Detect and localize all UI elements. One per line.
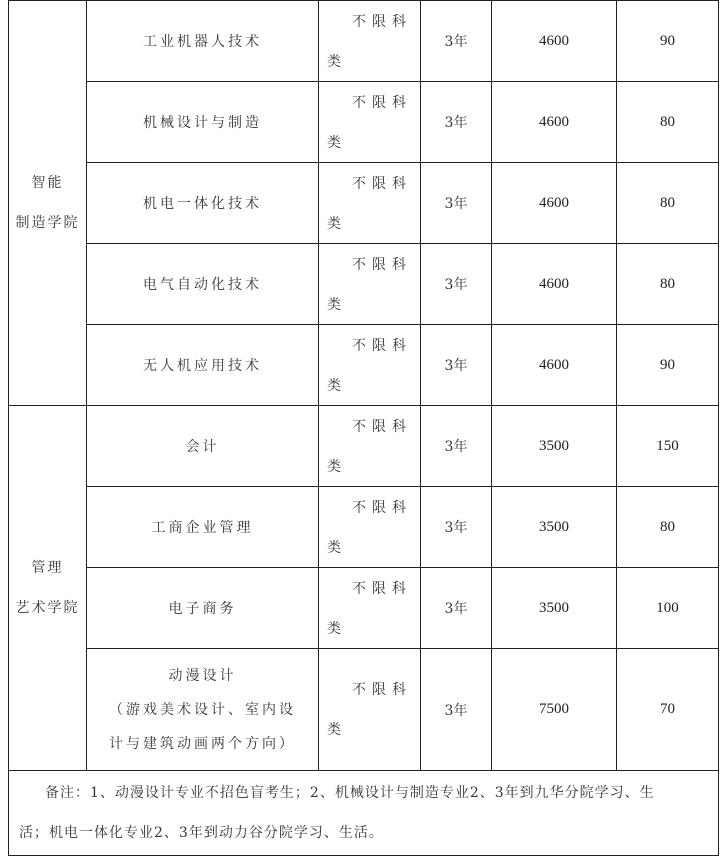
subject-text: 类 <box>327 297 347 313</box>
college-name: 制造学院 <box>15 215 80 231</box>
note-text: 备注：1、动漫设计专业不招色盲考生；2、机械设计与制造专业2、3年到九华分院学习、生 <box>45 785 655 801</box>
quota-cell: 90 <box>617 325 719 406</box>
fee-cell: 3500 <box>492 487 617 568</box>
subject-text: 类 <box>327 135 347 151</box>
years-cell: 3年 <box>421 649 492 771</box>
major-direction: 计与建筑动画两个方向） <box>109 735 296 752</box>
table-row <box>9 163 719 244</box>
college-cell <box>9 1 87 406</box>
quota-cell: 80 <box>617 487 719 568</box>
subject-cell <box>319 406 421 487</box>
major-name: 动漫设计 <box>168 667 237 684</box>
subject-text: 不限科 <box>352 176 412 192</box>
quota-cell: 80 <box>617 82 719 163</box>
fee-cell: 4600 <box>492 163 617 244</box>
quota-cell: 150 <box>617 406 719 487</box>
subject-cell <box>319 1 421 82</box>
college-name: 智能 <box>31 175 64 191</box>
quota-cell: 70 <box>617 649 719 771</box>
fee-cell: 4600 <box>492 1 617 82</box>
subject-text: 类 <box>327 621 347 637</box>
subject-text: 类 <box>327 459 347 475</box>
subject-text: 不限科 <box>352 500 412 516</box>
years-cell: 3年 <box>421 406 492 487</box>
enrollment-table <box>8 0 719 856</box>
college-name: 管理 <box>31 560 64 576</box>
fee-cell: 4600 <box>492 325 617 406</box>
subject-text: 不限科 <box>352 257 412 273</box>
subject-text: 类 <box>327 54 347 70</box>
fee-cell: 4600 <box>492 244 617 325</box>
subject-cell <box>319 325 421 406</box>
table-row <box>9 568 719 649</box>
table-row <box>9 82 719 163</box>
major-cell: 电气自动化技术 <box>87 244 319 325</box>
subject-text: 不限科 <box>352 419 412 435</box>
table-row <box>9 649 719 771</box>
subject-text: 类 <box>327 378 347 394</box>
major-cell: 工业机器人技术 <box>87 1 319 82</box>
note-cell <box>9 771 719 856</box>
major-cell: 电子商务 <box>87 568 319 649</box>
major-cell: 机械设计与制造 <box>87 82 319 163</box>
subject-text: 类 <box>327 540 347 556</box>
years-cell: 3年 <box>421 82 492 163</box>
years-cell: 3年 <box>421 163 492 244</box>
note-text: 活；机电一体化专业2、3年到动力谷分院学习、生活。 <box>19 825 384 841</box>
fee-cell: 4600 <box>492 82 617 163</box>
major-cell <box>87 649 319 771</box>
years-cell: 3年 <box>421 568 492 649</box>
fee-cell: 7500 <box>492 649 617 771</box>
table-row <box>9 406 719 487</box>
fee-cell: 3500 <box>492 406 617 487</box>
fee-cell: 3500 <box>492 568 617 649</box>
subject-cell <box>319 244 421 325</box>
subject-text: 类 <box>327 216 347 232</box>
major-cell: 无人机应用技术 <box>87 325 319 406</box>
note-row <box>9 771 719 856</box>
college-cell <box>9 406 87 771</box>
subject-text: 不限科 <box>352 682 412 698</box>
subject-text: 不限科 <box>352 581 412 597</box>
years-cell: 3年 <box>421 487 492 568</box>
subject-text: 不限科 <box>352 14 412 30</box>
years-cell: 3年 <box>421 325 492 406</box>
major-cell: 工商企业管理 <box>87 487 319 568</box>
subject-cell <box>319 649 421 771</box>
subject-text: 不限科 <box>352 95 412 111</box>
quota-cell: 80 <box>617 163 719 244</box>
college-name: 艺术学院 <box>15 600 80 616</box>
quota-cell: 100 <box>617 568 719 649</box>
quota-cell: 90 <box>617 1 719 82</box>
table-row <box>9 244 719 325</box>
subject-cell <box>319 82 421 163</box>
subject-cell <box>319 163 421 244</box>
subject-cell <box>319 568 421 649</box>
subject-cell <box>319 487 421 568</box>
major-direction: （游戏美术设计、室内设 <box>109 701 296 718</box>
years-cell: 3年 <box>421 1 492 82</box>
subject-text: 不限科 <box>352 338 412 354</box>
table-row <box>9 1 719 82</box>
table-row <box>9 487 719 568</box>
subject-text: 类 <box>327 722 347 738</box>
years-cell: 3年 <box>421 244 492 325</box>
major-cell: 会计 <box>87 406 319 487</box>
major-cell: 机电一体化技术 <box>87 163 319 244</box>
table-row <box>9 325 719 406</box>
quota-cell: 80 <box>617 244 719 325</box>
